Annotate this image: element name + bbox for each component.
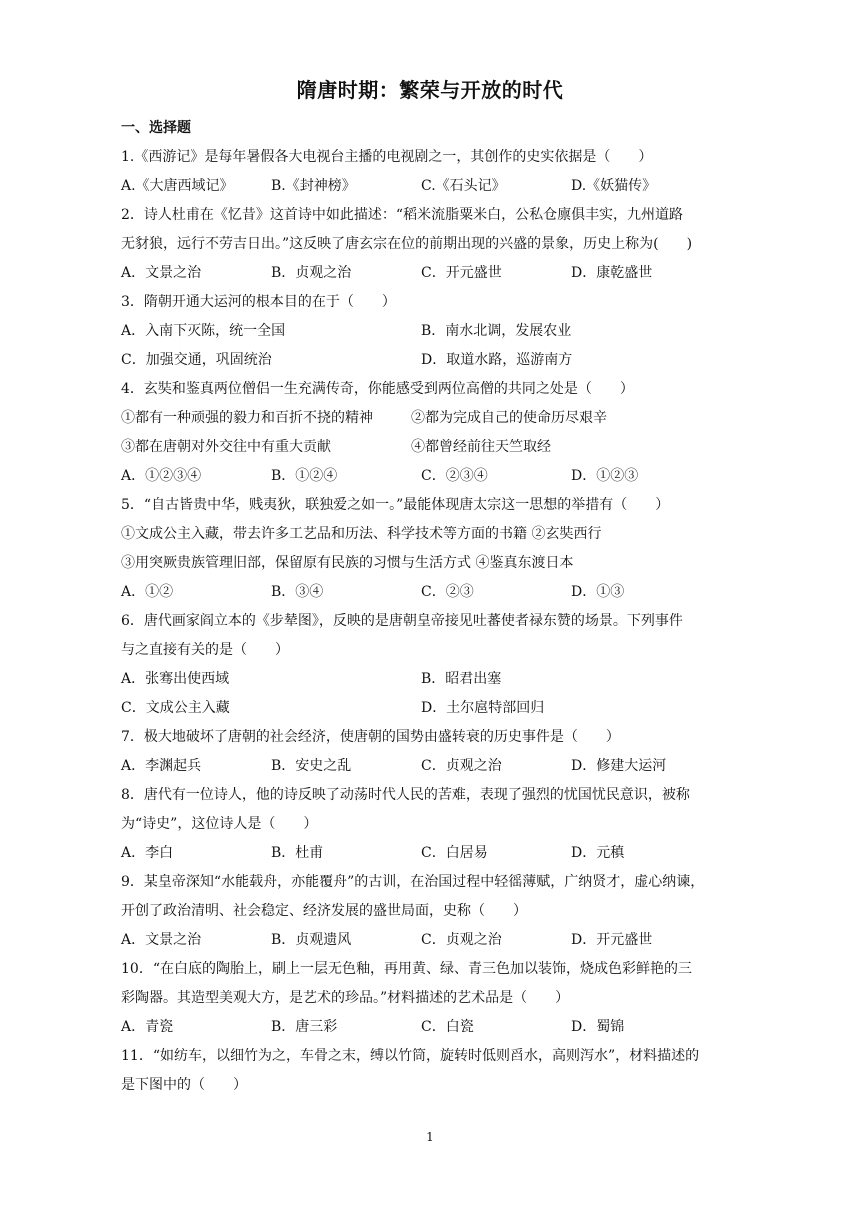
page-title: 隋唐时期：繁荣与开放的时代 <box>296 78 564 102</box>
answer-options <box>121 926 741 955</box>
option-a: A．文景之治 <box>121 265 202 281</box>
question-stem: 7．极大地破坏了唐朝的社会经济，使唐朝的国势由盛转衰的历史事件是（ ） <box>121 729 620 745</box>
question-11 <box>121 1042 741 1100</box>
option-c: C．贞观之治 <box>421 758 502 774</box>
option-d: D．元稹 <box>571 845 625 861</box>
question-stem: 无豺狼，远行不劳吉日出。”这反映了唐玄宗在位的前期出现的兴盛的景象，历史上称为( ) <box>121 236 693 252</box>
question-stem: 3．隋朝开通大运河的根本目的在于（ ） <box>121 294 396 310</box>
statement-list <box>121 404 741 433</box>
option-b: B．杜甫 <box>271 845 324 861</box>
option-d: D．开元盛世 <box>571 932 653 948</box>
option-b: B．昭君出塞 <box>421 671 502 687</box>
answer-options <box>121 752 741 781</box>
option-b: B．南水北调，发展农业 <box>421 323 572 339</box>
option-d: D．蜀锦 <box>571 1019 625 1035</box>
section-heading: 一、选择题 <box>121 120 191 136</box>
option-c: C．加强交通，巩固统治 <box>121 352 272 368</box>
page-number: 1 <box>426 1130 434 1144</box>
answer-options <box>121 317 741 346</box>
question-stem: 2．诗人杜甫在《忆昔》这首诗中如此描述：“稻米流脂粟米白，公私仓廪俱丰实，九州道路 <box>121 207 684 223</box>
option-d: D．修建大运河 <box>571 758 667 774</box>
statement-3: ③都在唐朝对外交往中有重大贡献 <box>121 439 331 455</box>
question-stem: 4．玄奘和鉴真两位僧侣一生充满传奇，你能感受到两位高僧的共同之处是（ ） <box>121 381 634 397</box>
option-a: A．青瓷 <box>121 1019 174 1035</box>
option-a: A．入南下灭陈，统一全国 <box>121 323 286 339</box>
question-stem: 开创了政治清明、社会稳定、经济发展的盛世局面，史称（ ） <box>121 903 527 919</box>
question-2 <box>121 201 741 288</box>
question-6 <box>121 607 741 723</box>
question-7 <box>121 723 741 781</box>
question-stem: 11．“如纺车，以细竹为之，车骨之末，缚以竹筒，旋转时低则舀水，高则泻水”，材料描述的 <box>121 1048 700 1064</box>
option-a: A．李白 <box>121 845 174 861</box>
answer-options <box>121 172 741 201</box>
answer-options <box>121 1013 741 1042</box>
question-10 <box>121 955 741 1042</box>
question-stem: 6．唐代画家阎立本的《步辇图》，反映的是唐朝皇帝接见吐蕃使者禄东赞的场景。下列事件 <box>121 613 683 629</box>
question-stem: 彩陶器。其造型美观大方，是艺术的珍品。”材料描述的艺术品是（ ） <box>121 990 570 1006</box>
option-c: C．②③ <box>421 584 474 600</box>
option-b: B．③④ <box>271 584 324 600</box>
question-stem: 为“诗史”，这位诗人是（ ） <box>121 816 318 832</box>
answer-options <box>121 578 741 607</box>
question-9 <box>121 868 741 955</box>
option-b: B．唐三彩 <box>271 1019 338 1035</box>
question-stem: 是下图中的（ ） <box>121 1077 247 1093</box>
option-b: B．安史之乱 <box>271 758 352 774</box>
option-d: D．取道水路，巡游南方 <box>421 352 573 368</box>
option-a: A．张骞出使西域 <box>121 671 230 687</box>
answer-options <box>121 665 741 694</box>
question-stem: 与之直接有关的是（ ） <box>121 642 289 658</box>
option-c: C．白瓷 <box>421 1019 474 1035</box>
option-a: A.《大唐西域记》 <box>121 178 234 194</box>
question-stem: 5．“自古皆贵中华，贱夷狄，联独爱之如一。”最能体现唐太宗这一思想的举措有（ ） <box>121 497 670 513</box>
option-d: D．康乾盛世 <box>571 265 653 281</box>
statement-list <box>121 433 741 462</box>
option-b: B．①②④ <box>271 468 338 484</box>
statement-line: ③用突厥贵族管理旧部，保留原有民族的习惯与生活方式 ④鉴真东渡日本 <box>121 555 574 571</box>
answer-options <box>121 346 741 375</box>
option-c: C．白居易 <box>421 845 488 861</box>
option-b: B．贞观遗风 <box>271 932 352 948</box>
option-a: A．①②③④ <box>121 468 202 484</box>
option-a: A．李渊起兵 <box>121 758 202 774</box>
option-c: C．开元盛世 <box>421 265 502 281</box>
question-list <box>121 114 741 1100</box>
question-5 <box>121 491 741 607</box>
question-4 <box>121 375 741 491</box>
option-c: C．②③④ <box>421 468 488 484</box>
question-1 <box>121 143 741 201</box>
statement-2: ②都为完成自己的使命历尽艰辛 <box>411 410 607 426</box>
option-a: A．①② <box>121 584 174 600</box>
question-stem: 1.《西游记》是每年暑假各大电视台主播的电视剧之一，其创作的史实依据是（ ） <box>121 149 653 165</box>
answer-options <box>121 694 741 723</box>
answer-options <box>121 259 741 288</box>
question-stem: 8．唐代有一位诗人，他的诗反映了动荡时代人民的苦难，表现了强烈的忧国忧民意识，被称 <box>121 787 690 803</box>
option-d: D．土尔扈特部回归 <box>421 700 545 716</box>
option-d: D.《妖猫传》 <box>571 178 657 194</box>
question-8 <box>121 781 741 868</box>
statement-1: ①都有一种顽强的毅力和百折不挠的精神 <box>121 410 373 426</box>
option-d: D．①②③ <box>571 468 639 484</box>
question-stem: 9．某皇帝深知“水能载舟，亦能覆舟”的古训，在治国过程中轻徭薄赋，广纳贤才，虚心纳谏， <box>121 874 705 890</box>
statement-4: ④都曾经前往天竺取经 <box>411 439 551 455</box>
answer-options <box>121 839 741 868</box>
option-c: C．贞观之治 <box>421 932 502 948</box>
question-3 <box>121 288 741 375</box>
question-stem: 10．“在白底的陶胎上，刷上一层无色釉，再用黄、绿、青三色加以装饰，烧成色彩鲜艳的三 <box>121 961 692 977</box>
option-c: C.《石头记》 <box>421 178 506 194</box>
statement-line: ①文成公主入藏，带去许多工艺品和历法、科学技术等方面的书籍 ②玄奘西行 <box>121 526 602 542</box>
option-a: A．文景之治 <box>121 932 202 948</box>
option-b: B．贞观之治 <box>271 265 352 281</box>
option-b: B.《封神榜》 <box>271 178 356 194</box>
option-d: D．①③ <box>571 584 625 600</box>
answer-options <box>121 462 741 491</box>
option-c: C．文成公主入藏 <box>121 700 230 716</box>
